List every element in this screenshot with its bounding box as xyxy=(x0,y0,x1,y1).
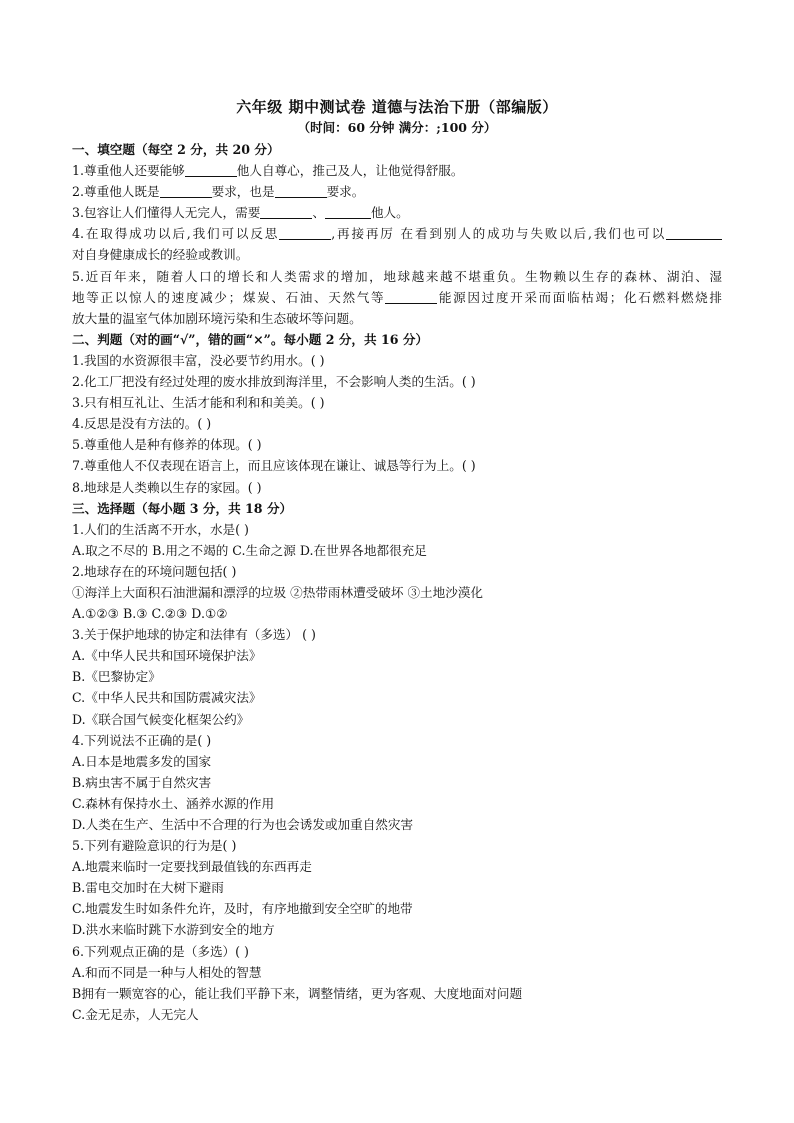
question-text: 3.只有相互礼让、生活才能和利和和美美。( ) xyxy=(72,395,325,411)
question-text: 7.尊重他人不仅表现在语言上，而且应该体现在谦让、诚恳等行为上。( ) xyxy=(72,458,476,474)
question-text: D.《联合国气候变化框架公约》 xyxy=(72,711,250,727)
question-line xyxy=(72,223,722,244)
question-text: A.和而不同是一种与人相处的智慧 xyxy=(72,964,262,980)
question-text: 1.人们的生活离不开水，水是( ) xyxy=(72,521,249,537)
answer-blank[interactable] xyxy=(185,162,237,177)
question-line xyxy=(72,709,722,730)
question-text: 5.下列有避险意识的行为是( ) xyxy=(72,838,237,854)
question-line xyxy=(72,519,722,540)
question-text: 2.尊重他人既是 xyxy=(72,184,160,200)
answer-blank[interactable] xyxy=(385,289,437,304)
question-text: C.金无足赤，人无完人 xyxy=(72,1006,199,1022)
question-line xyxy=(72,392,722,413)
question-text: 、 xyxy=(312,205,325,221)
question-text: C.森林有保持水土、涵养水源的作用 xyxy=(72,795,275,811)
question-text: C.地震发生时如条件允许，及时，有序地撤到安全空旷的地带 xyxy=(72,901,413,917)
question-text: A.日本是地震多发的国家 xyxy=(72,753,212,769)
question-text: A.取之不尽的 B.用之不竭的 C.生命之源 D.在世界各地都很充足 xyxy=(72,542,427,558)
exam-title: 六年级 期中测试卷 道德与法治下册（部编版） xyxy=(236,98,558,116)
section-heading: 三、选择题（每小题 3 分，共 18 分） xyxy=(72,500,293,516)
answer-blank[interactable] xyxy=(275,183,327,198)
question-line xyxy=(72,941,722,962)
question-text: 他人自尊心，推己及人，让他觉得舒服。 xyxy=(236,163,464,179)
question-text: A.地震来临时一定要找到最值钱的东西再走 xyxy=(72,859,312,875)
question-text: A.①②③ B.③ C.②③ D.①② xyxy=(72,606,228,622)
question-line xyxy=(72,350,722,371)
question-text: 3.包容让人们懂得人无完人，需要 xyxy=(72,205,261,221)
question-line xyxy=(72,1004,722,1025)
question-line xyxy=(72,856,722,877)
answer-blank[interactable] xyxy=(279,225,331,240)
question-line xyxy=(72,540,722,561)
question-text: C.《中华人民共和国防震减灾法》 xyxy=(72,690,262,706)
question-line xyxy=(72,202,722,223)
question-text: B.病虫害不属于自然灾害 xyxy=(72,774,212,790)
question-text: 6.下列观点正确的是（多选）( ) xyxy=(72,943,249,959)
question-line xyxy=(72,434,722,455)
section-heading: 一、填空题（每空 2 分，共 20 分） xyxy=(72,142,280,157)
question-text: 要求。 xyxy=(326,184,365,200)
question-text: 1.尊重他人还要能够 xyxy=(72,163,185,179)
question-line xyxy=(72,266,722,287)
question-line xyxy=(72,983,722,1004)
question-text: ,再接再厉 在看到别人的成功与失败以后,我们也可以 xyxy=(331,226,666,242)
question-text: 放大量的温室气体加剧环境污染和生态破坏等问题。 xyxy=(72,310,362,326)
question-line xyxy=(72,730,722,751)
question-line xyxy=(72,877,722,898)
question-text: D.洪水来临时跳下水游到安全的地方 xyxy=(72,922,275,938)
section-heading: 二、判题（对的画“√”，错的画“×”。每小题 2 分，共 16 分） xyxy=(72,331,429,347)
answer-blank[interactable] xyxy=(325,204,371,219)
question-line xyxy=(72,898,722,919)
question-line xyxy=(72,582,722,603)
question-text: B拥有一颗宽容的心，能让我们平静下来，调整情绪，更为客观、大度地面对问题 xyxy=(72,985,523,1001)
question-text: 他人。 xyxy=(370,205,409,221)
question-line xyxy=(72,308,722,329)
question-text: 4.下列说法不正确的是( ) xyxy=(72,732,212,748)
question-line xyxy=(72,919,722,940)
question-text: B.雷电交加时在大树下避雨 xyxy=(72,880,224,896)
question-text: 对自身健康成长的经验或教训。 xyxy=(72,247,249,263)
question-line xyxy=(72,835,722,856)
question-text: ①海洋上大面积石油泄漏和漂浮的垃圾 ②热带雨林遭受破坏 ③土地沙漠化 xyxy=(72,584,484,600)
question-line xyxy=(72,413,722,434)
question-line xyxy=(72,793,722,814)
question-text: 5.尊重他人是种有修养的体现。( ) xyxy=(72,437,262,453)
question-line xyxy=(72,603,722,624)
question-line xyxy=(72,455,722,476)
question-line xyxy=(72,371,722,392)
exam-subtitle: （时间：60 分钟 满分：;100 分） xyxy=(297,120,497,135)
question-text: 能源因过度开采而面临枯竭；化石燃料燃烧排 xyxy=(437,289,722,305)
question-line xyxy=(72,244,722,265)
question-line xyxy=(72,666,722,687)
question-text: 4.在取得成功以后,我们可以反思 xyxy=(72,226,280,242)
question-text: 5.近百年来，随着人口的增长和人类需求的增加，地球越来越不堪重负。生物赖以生存的森林、湖泊、湿 xyxy=(72,268,722,284)
question-text: 要求，也是 xyxy=(211,184,275,200)
question-line xyxy=(72,181,722,202)
answer-blank[interactable] xyxy=(666,225,722,240)
answer-blank[interactable] xyxy=(160,183,212,198)
question-text: A.《中华人民共和国环境保护法》 xyxy=(72,648,262,664)
question-text: B.《巴黎协定》 xyxy=(72,669,161,685)
question-line xyxy=(72,645,722,666)
question-line xyxy=(72,687,722,708)
question-line xyxy=(72,772,722,793)
question-line xyxy=(72,751,722,772)
exam-body xyxy=(72,139,722,1025)
question-text: 8.地球是人类赖以生存的家园。( ) xyxy=(72,479,262,495)
question-line xyxy=(72,561,722,582)
question-text: 地等正以惊人的速度减少；煤炭、石油、天然气等 xyxy=(72,289,386,305)
question-line xyxy=(72,287,722,308)
question-line xyxy=(72,624,722,645)
question-text: 2.化工厂把没有经过处理的废水排放到海洋里，不会影响人类的生活。( ) xyxy=(72,374,476,390)
question-text: 3.关于保护地球的协定和法律有（多选） ( ) xyxy=(72,627,316,643)
question-text: 2.地球存在的环境问题包括( ) xyxy=(72,563,237,579)
question-line xyxy=(72,814,722,835)
question-line xyxy=(72,160,722,181)
question-line xyxy=(72,962,722,983)
answer-blank[interactable] xyxy=(260,204,312,219)
question-line xyxy=(72,477,722,498)
question-text: D.人类在生产、生活中不合理的行为也会诱发或加重自然灾害 xyxy=(72,817,414,832)
question-text: 4.反思是没有方法的。( ) xyxy=(72,416,212,432)
question-text: 1.我国的水资源很丰富，没必要节约用水。( ) xyxy=(72,352,325,368)
